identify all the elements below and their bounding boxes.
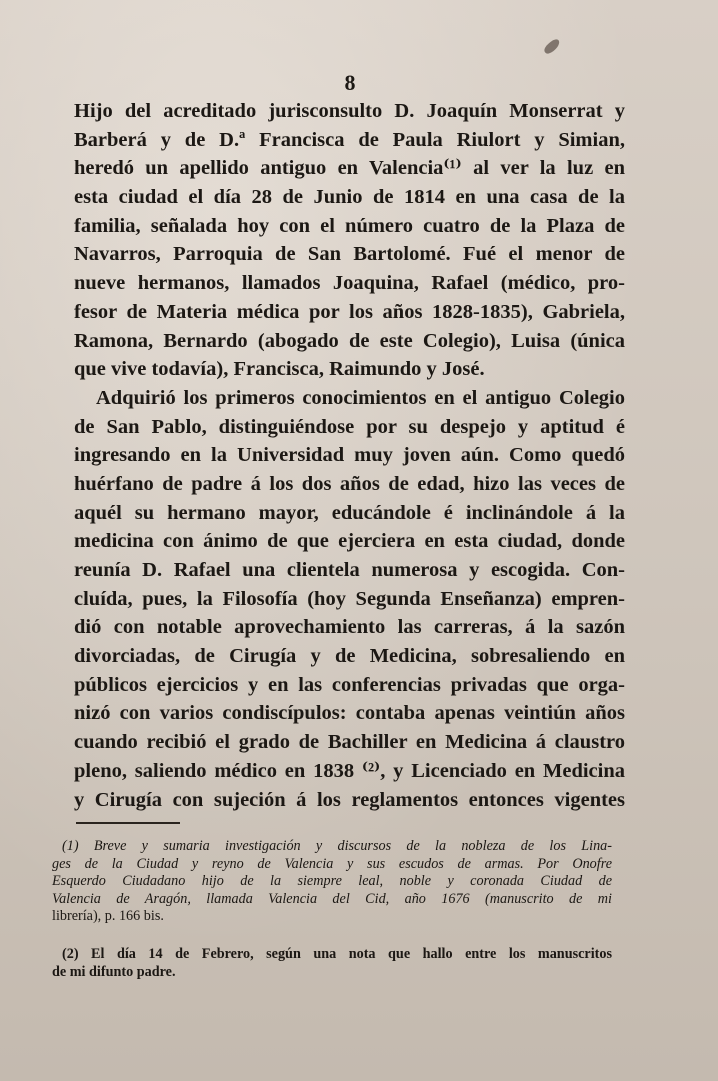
body-line: Navarros, Parroquia de San Bartolomé. Fué el menor de	[74, 243, 625, 266]
body-line: cuando recibió el grado de Bachiller en Medicina á claustro	[74, 731, 625, 754]
body-line: pleno, saliendo médico en 1838 ⁽²⁾, y Licenciado en Medicina	[74, 759, 625, 782]
footnote-1	[52, 838, 612, 926]
body-line: y Cirugía con sujeción á los reglamentos entonces vigentes	[74, 788, 625, 811]
body-line: esta ciudad el día 28 de Junio de 1814 en una casa de la	[74, 186, 625, 209]
footnote-divider	[76, 822, 180, 824]
body-line: huérfano de padre á los dos años de edad, hizo las veces de	[74, 472, 625, 495]
body-line: dió con notable aprovechamiento las carreras, á la sazón	[74, 616, 625, 639]
body-line: nizó con varios condiscípulos: contaba apenas veintiún años	[74, 702, 625, 725]
page-number: 8	[344, 70, 356, 95]
body-line: que vive todavía), Francisca, Raimundo y José.	[74, 358, 485, 381]
body-line: medicina con ánimo de que ejerciera en esta ciudad, donde	[74, 530, 625, 553]
footnote-2	[52, 946, 612, 981]
body-line: públicos ejercicios y en las conferencias privadas que orga-	[74, 673, 625, 696]
body-line: reunía D. Rafael una clientela numerosa y escogida. Con-	[74, 559, 625, 581]
footnote-line: de mi difunto padre.	[52, 963, 176, 980]
body-line: cluída, pues, la Filosofía (hoy Segunda Enseñanza) empren-	[74, 587, 625, 610]
body-line: ingresando en la Universidad muy joven aún. Como quedó	[74, 444, 625, 467]
footnote-line: librería), p. 166 bis.	[52, 908, 164, 924]
footnote-line: Esquerdo Ciudadano hijo de la siempre leal, noble y coronada Ciudad de	[52, 873, 612, 889]
body-line: nueve hermanos, llamados Joaquina, Rafael (médico, pro-	[74, 272, 625, 295]
body-line: heredó un apellido antiguo en Valencia⁽¹⁾ al ver la luz en	[74, 157, 625, 180]
body-line: de San Pablo, distinguiéndose por su despejo y aptitud é	[74, 415, 625, 438]
body-line: familia, señalada hoy con el número cuatro de la Plaza de	[74, 214, 625, 237]
body-line: Ramona, Bernardo (abogado de este Colegio), Luisa (única	[74, 329, 625, 352]
body-line: Barberá y de D.ª Francisca de Paula Riulort y Simian,	[74, 128, 625, 151]
footnote-line: ges de la Ciudad y reyno de Valencia y sus escudos de armas. Por Onofre	[52, 855, 612, 872]
body-line: fesor de Materia médica por los años 1828-1835), Gabriela,	[74, 300, 625, 323]
footnote-line: (1) Breve y sumaria investigación y discursos de la nobleza de los Lina-	[62, 838, 612, 854]
body-line: Hijo del acreditado jurisconsulto D. Joaquín Monserrat y	[74, 100, 625, 122]
ink-smudge	[542, 37, 562, 55]
body-line: divorciadas, de Cirugía y de Medicina, sobresaliendo en	[74, 645, 625, 668]
body-line: aquél su hermano mayor, educándole é inclinándole á la	[74, 501, 625, 524]
body-text	[74, 97, 625, 814]
footnote-line: Valencia de Aragón, llamada Valencia del Cid, año 1676 (manuscrito de mi	[52, 890, 612, 907]
footnote-line: (2) El día 14 de Febrero, según una nota que hallo entre los manuscritos	[62, 946, 612, 962]
body-line: Adquirió los primeros conocimientos en el antiguo Colegio	[96, 386, 625, 409]
